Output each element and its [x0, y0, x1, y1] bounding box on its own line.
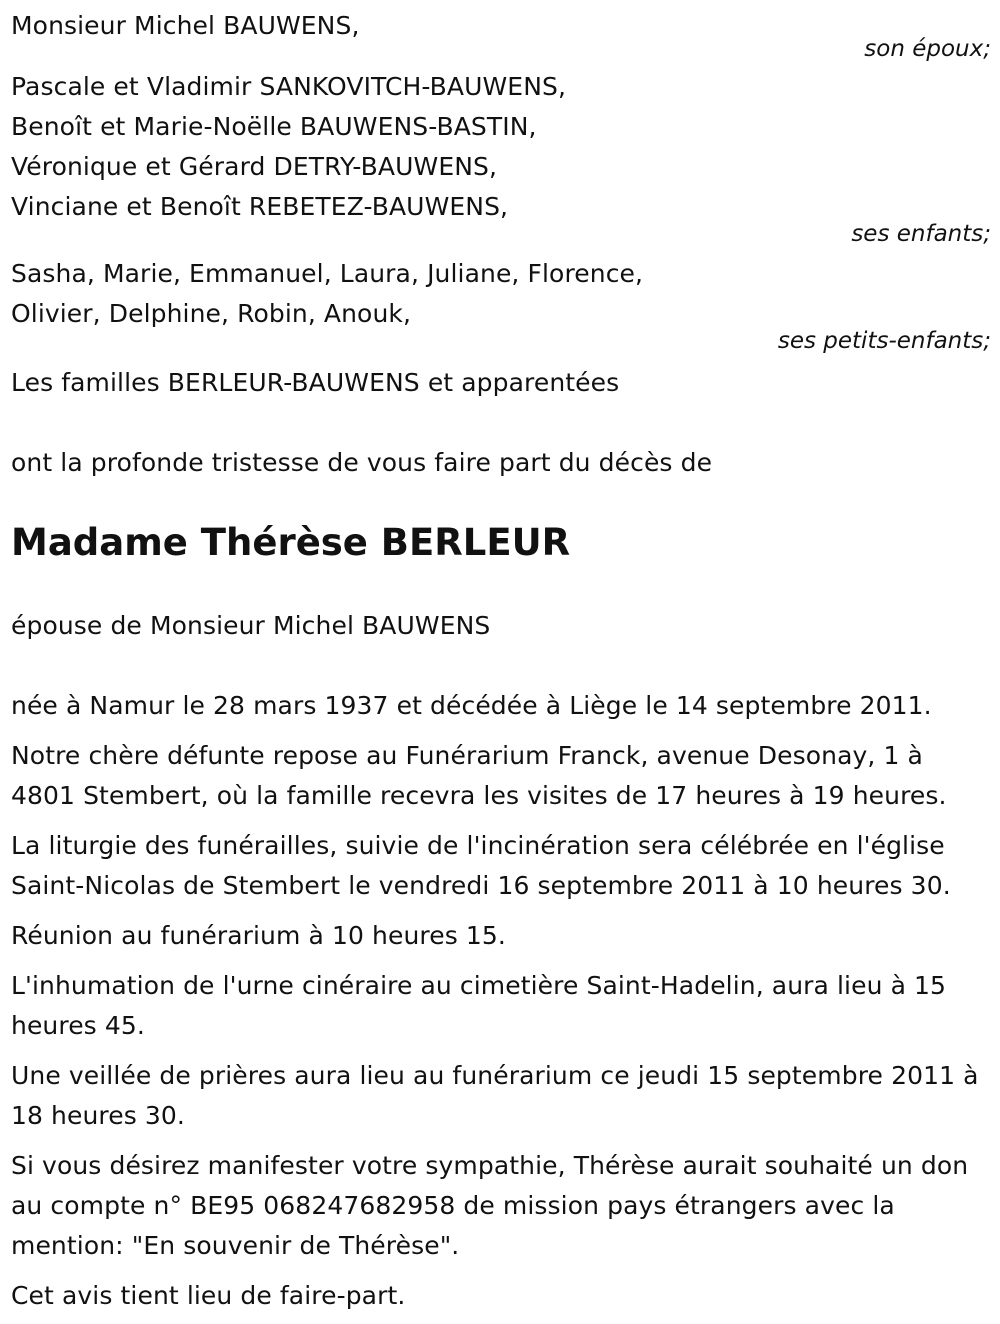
- spouse-of-line: épouse de Monsieur Michel BAUWENS: [11, 611, 491, 640]
- funeral-home-paragraph: Notre chère défunte repose au Funérarium Franck, avenue Desonay, 1 à 4801 Stembert, où la famille recevra les visites de 17 heures à 19 heures.: [11, 741, 947, 810]
- vigil-paragraph: Une veillée de prières aura lieu au funérarium ce jeudi 15 septembre 2011 à 18 heures 30.: [11, 1061, 979, 1130]
- child-line-1: Pascale et Vladimir SANKOVITCH-BAUWENS,: [11, 72, 567, 101]
- children-role: ses enfants;: [851, 221, 991, 247]
- burial-paragraph: L'inhumation de l'urne cinéraire au cimetière Saint-Hadelin, aura lieu à 15 heures 45.: [11, 971, 947, 1040]
- meeting-paragraph: Réunion au funérarium à 10 heures 15.: [11, 921, 506, 950]
- grandchildren-line-1: Sasha, Marie, Emmanuel, Laura, Juliane, Florence,: [11, 259, 644, 288]
- child-line-3: Véronique et Gérard DETRY-BAUWENS,: [11, 152, 498, 181]
- child-line-2: Benoît et Marie-Noëlle BAUWENS-BASTIN,: [11, 112, 537, 141]
- spouse-role: son époux;: [864, 36, 991, 62]
- child-line-4: Vinciane et Benoît REBETEZ-BAUWENS,: [11, 192, 509, 221]
- closing-paragraph: Cet avis tient lieu de faire-part.: [11, 1281, 406, 1310]
- death-notice: [11, 0, 991, 1316]
- grandchildren-role: ses petits-enfants;: [777, 328, 991, 354]
- spouse-name: Monsieur Michel BAUWENS,: [11, 11, 360, 40]
- donation-paragraph: Si vous désirez manifester votre sympathie, Thérèse aurait souhaité un don au compte n° BE95 068247682958 de mission pays étrangers avec la mention: "En souvenir de Thérèse".: [11, 1151, 969, 1260]
- grandchildren-line-2: Olivier, Delphine, Robin, Anouk,: [11, 299, 412, 328]
- intro-line: ont la profonde tristesse de vous faire part du décès de: [11, 448, 713, 477]
- liturgy-paragraph: La liturgie des funérailles, suivie de l'incinération sera célébrée en l'église Saint-Nicolas de Stembert le vendredi 16 septembre 2011 à 10 heures 30.: [11, 831, 951, 900]
- families-line: Les familles BERLEUR-BAUWENS et apparentées: [11, 368, 620, 397]
- birth-death-paragraph: née à Namur le 28 mars 1937 et décédée à Liège le 14 septembre 2011.: [11, 691, 932, 720]
- deceased-name: Madame Thérèse BERLEUR: [11, 521, 571, 564]
